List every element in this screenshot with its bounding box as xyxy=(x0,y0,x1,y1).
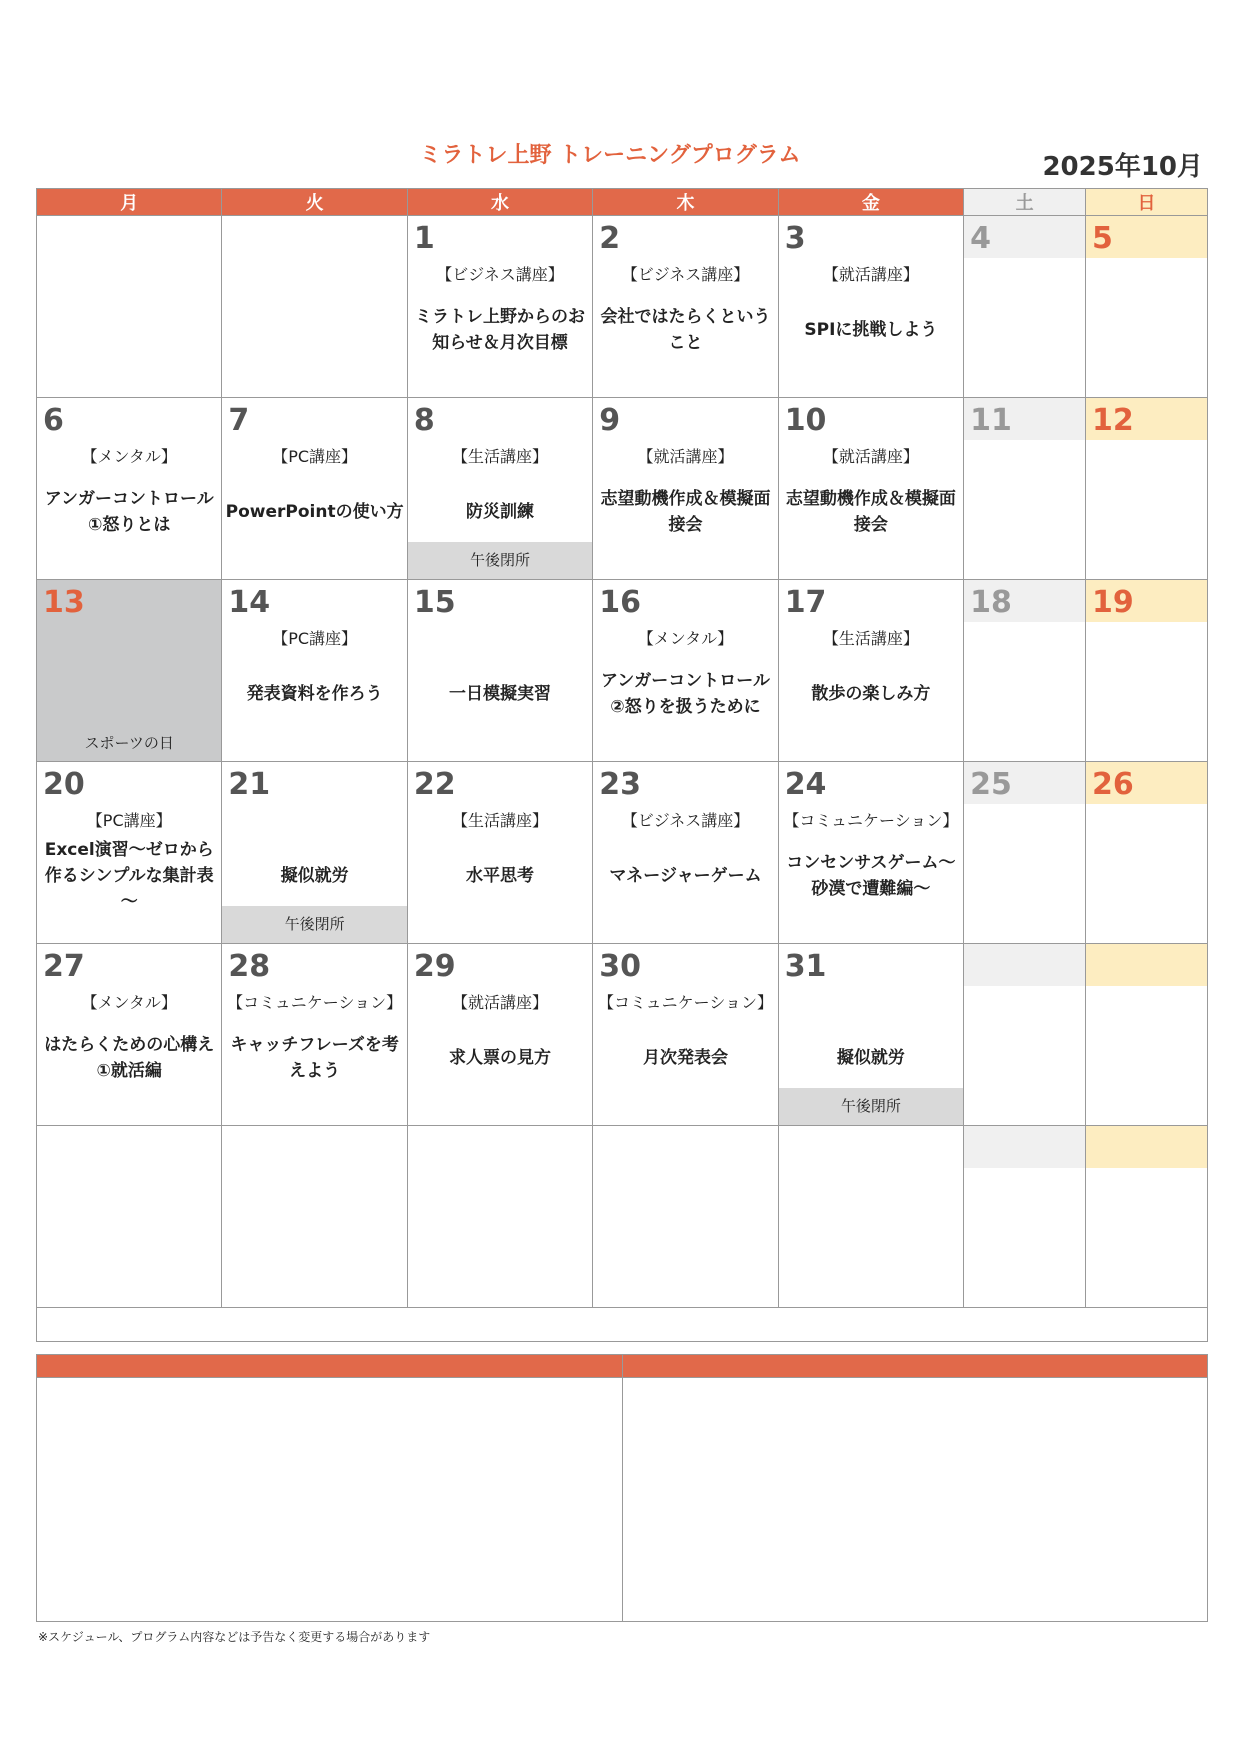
event-category: 【生活講座】 xyxy=(452,447,549,466)
event-category: 【メンタル】 xyxy=(81,447,177,466)
event-category: 【PC講座】 xyxy=(86,811,172,830)
event-category: 【コミュニケーション】 xyxy=(597,993,773,1012)
event-title: キャッチフレーズを考えよう xyxy=(230,1035,399,1081)
day-number: 22 xyxy=(413,767,456,802)
day-number: 27 xyxy=(43,949,85,984)
notes-table xyxy=(36,1354,1208,1622)
event-title: ミラトレ上野からのお知らせ＆月次目標 xyxy=(415,307,586,353)
day-cell xyxy=(407,216,592,398)
event-category: 【就活講座】 xyxy=(452,993,549,1012)
day-number: 10 xyxy=(784,403,827,438)
day-cell xyxy=(1086,762,1208,944)
spacer-row xyxy=(37,1308,1208,1342)
day-cell xyxy=(222,398,407,580)
event-title: 散歩の楽しみ方 xyxy=(811,684,931,704)
week-row xyxy=(37,580,1208,762)
weekday-sun: 日 xyxy=(1086,189,1208,216)
day-number xyxy=(1086,944,1207,986)
event-category: 【ビジネス講座】 xyxy=(621,265,750,284)
day-cell xyxy=(37,1126,222,1308)
day-cell xyxy=(37,944,222,1126)
event-title: 月次発表会 xyxy=(642,1048,728,1068)
day-number: 21 xyxy=(228,767,271,802)
week-row xyxy=(37,398,1208,580)
event-title: 防災訓練 xyxy=(466,502,535,522)
footnote: ※スケジュール、プログラム内容などは予告なく変更する場合があります xyxy=(38,1630,431,1644)
weekday-fri: 金 xyxy=(778,189,963,216)
event-category: 【就活講座】 xyxy=(822,265,919,284)
day-cell xyxy=(964,398,1086,580)
weekday-sat: 土 xyxy=(964,189,1086,216)
day-number: 12 xyxy=(1086,398,1207,440)
day-cell xyxy=(407,580,592,762)
day-cell xyxy=(964,1126,1086,1308)
holiday-label: スポーツの日 xyxy=(84,734,174,752)
event-title: SPIに挑戦しよう xyxy=(804,320,938,340)
day-cell xyxy=(593,944,778,1126)
notes-cell-right xyxy=(622,1378,1208,1622)
event-category: 【ビジネス講座】 xyxy=(621,811,750,830)
weekday-mon: 月 xyxy=(37,189,222,216)
event-category: 【ビジネス講座】 xyxy=(436,265,564,284)
day-number: 14 xyxy=(228,585,271,620)
day-number: 17 xyxy=(784,585,827,620)
event-category: 【生活講座】 xyxy=(822,629,919,648)
day-cell xyxy=(222,216,407,398)
closing-note: 午後閉所 xyxy=(408,542,592,579)
day-cell xyxy=(222,762,407,944)
notes-header-right xyxy=(622,1355,1208,1378)
event-title: 発表資料を作ろう xyxy=(246,684,383,704)
day-number: 31 xyxy=(784,949,827,984)
week-row xyxy=(37,216,1208,398)
week-row xyxy=(37,1126,1208,1308)
day-number xyxy=(222,216,406,258)
week-row xyxy=(37,762,1208,944)
event-title: アンガーコントロール①怒りとは xyxy=(44,489,214,535)
weekday-header-row xyxy=(37,189,1208,216)
day-number xyxy=(1086,1126,1207,1168)
day-number xyxy=(222,1126,406,1168)
day-number: 11 xyxy=(964,398,1085,440)
event-category: 【コミュニケーション】 xyxy=(783,811,959,830)
event-category: 【メンタル】 xyxy=(81,993,177,1012)
day-cell xyxy=(964,216,1086,398)
day-number: 6 xyxy=(43,403,64,438)
day-cell xyxy=(407,1126,592,1308)
day-number: 20 xyxy=(43,767,85,802)
day-number: 9 xyxy=(599,403,621,438)
day-cell xyxy=(778,216,963,398)
day-cell xyxy=(778,580,963,762)
day-cell xyxy=(407,762,592,944)
day-number: 24 xyxy=(784,767,827,802)
day-cell xyxy=(1086,398,1208,580)
day-number: 1 xyxy=(413,221,435,256)
event-category: 【コミュニケーション】 xyxy=(227,993,403,1012)
page-title: ミラトレ上野 トレーニングプログラム xyxy=(419,143,801,168)
event-title: 志望動機作成＆模擬面接会 xyxy=(785,489,956,535)
day-number: 25 xyxy=(964,762,1085,804)
event-title: マネージャーゲーム xyxy=(609,866,762,886)
day-cell xyxy=(407,398,592,580)
day-cell xyxy=(1086,216,1208,398)
day-number: 8 xyxy=(413,403,435,438)
day-cell xyxy=(1086,580,1208,762)
day-cell xyxy=(778,398,963,580)
day-cell xyxy=(593,1126,778,1308)
day-cell xyxy=(593,216,778,398)
day-cell xyxy=(964,944,1086,1126)
event-category: 【PC講座】 xyxy=(272,629,358,648)
day-cell xyxy=(37,762,222,944)
day-cell xyxy=(593,762,778,944)
day-cell xyxy=(222,1126,407,1308)
event-title: 志望動機作成＆模擬面接会 xyxy=(600,489,771,535)
day-number xyxy=(408,1126,592,1168)
event-title: PowerPointの使い方 xyxy=(225,502,404,522)
day-cell xyxy=(778,1126,963,1308)
day-number: 15 xyxy=(413,585,456,620)
day-cell xyxy=(778,762,963,944)
day-number xyxy=(964,1126,1085,1168)
event-category: 【就活講座】 xyxy=(637,447,734,466)
day-cell xyxy=(964,580,1086,762)
event-title: 会社ではたらくということ xyxy=(600,307,771,353)
day-cell xyxy=(222,580,407,762)
day-cell xyxy=(593,398,778,580)
day-cell xyxy=(1086,944,1208,1126)
closing-note: 午後閉所 xyxy=(779,1088,963,1125)
day-cell xyxy=(37,580,222,762)
closing-note: 午後閉所 xyxy=(222,906,406,943)
day-number: 5 xyxy=(1086,216,1207,258)
day-number: 29 xyxy=(413,949,456,984)
day-number xyxy=(37,216,221,258)
event-category: 【就活講座】 xyxy=(822,447,919,466)
day-number: 7 xyxy=(228,403,250,438)
day-number: 30 xyxy=(599,949,642,984)
day-number: 28 xyxy=(228,949,271,984)
day-cell xyxy=(593,580,778,762)
day-number: 19 xyxy=(1086,580,1207,622)
calendar-grid xyxy=(36,188,1208,1342)
event-title: 水平思考 xyxy=(466,866,535,886)
event-title: 求人票の見方 xyxy=(449,1048,552,1068)
day-number: 16 xyxy=(599,585,642,620)
day-number xyxy=(593,1126,777,1168)
day-number: 3 xyxy=(784,221,806,256)
event-category: 【メンタル】 xyxy=(637,629,734,648)
day-cell xyxy=(964,762,1086,944)
event-title: はたらくための心構え①就活編 xyxy=(44,1035,215,1081)
day-cell xyxy=(407,944,592,1126)
notes-header-left xyxy=(37,1355,623,1378)
day-number: 26 xyxy=(1086,762,1207,804)
day-number: 4 xyxy=(964,216,1085,258)
weekday-tue: 火 xyxy=(222,189,407,216)
day-cell xyxy=(1086,1126,1208,1308)
event-title: 擬似就労 xyxy=(836,1048,905,1068)
weekday-wed: 水 xyxy=(407,189,592,216)
event-category: 【PC講座】 xyxy=(272,447,358,466)
day-cell xyxy=(37,216,222,398)
day-number: 2 xyxy=(599,221,621,256)
notes-cell-left xyxy=(37,1378,623,1622)
day-cell xyxy=(778,944,963,1126)
day-number: 13 xyxy=(43,585,85,620)
day-number xyxy=(964,944,1085,986)
event-title: コンセンサスゲーム～砂漠で遭難編～ xyxy=(786,853,956,899)
event-title: 擬似就労 xyxy=(280,866,349,886)
day-number xyxy=(37,1126,221,1168)
event-title: アンガーコントロール②怒りを扱うために xyxy=(600,671,770,717)
event-title: Excel演習～ゼロから作るシンプルな集計表～ xyxy=(44,840,214,912)
week-row xyxy=(37,944,1208,1126)
day-cell xyxy=(37,398,222,580)
month-label: 2025年10月 xyxy=(1042,152,1203,182)
weekday-thu: 木 xyxy=(593,189,778,216)
spacer-cell xyxy=(37,1308,1208,1342)
event-category: 【生活講座】 xyxy=(452,811,549,830)
day-number xyxy=(779,1126,963,1168)
event-title: 一日模擬実習 xyxy=(449,684,552,704)
day-cell xyxy=(222,944,407,1126)
day-number: 23 xyxy=(599,767,642,802)
day-number: 18 xyxy=(964,580,1085,622)
